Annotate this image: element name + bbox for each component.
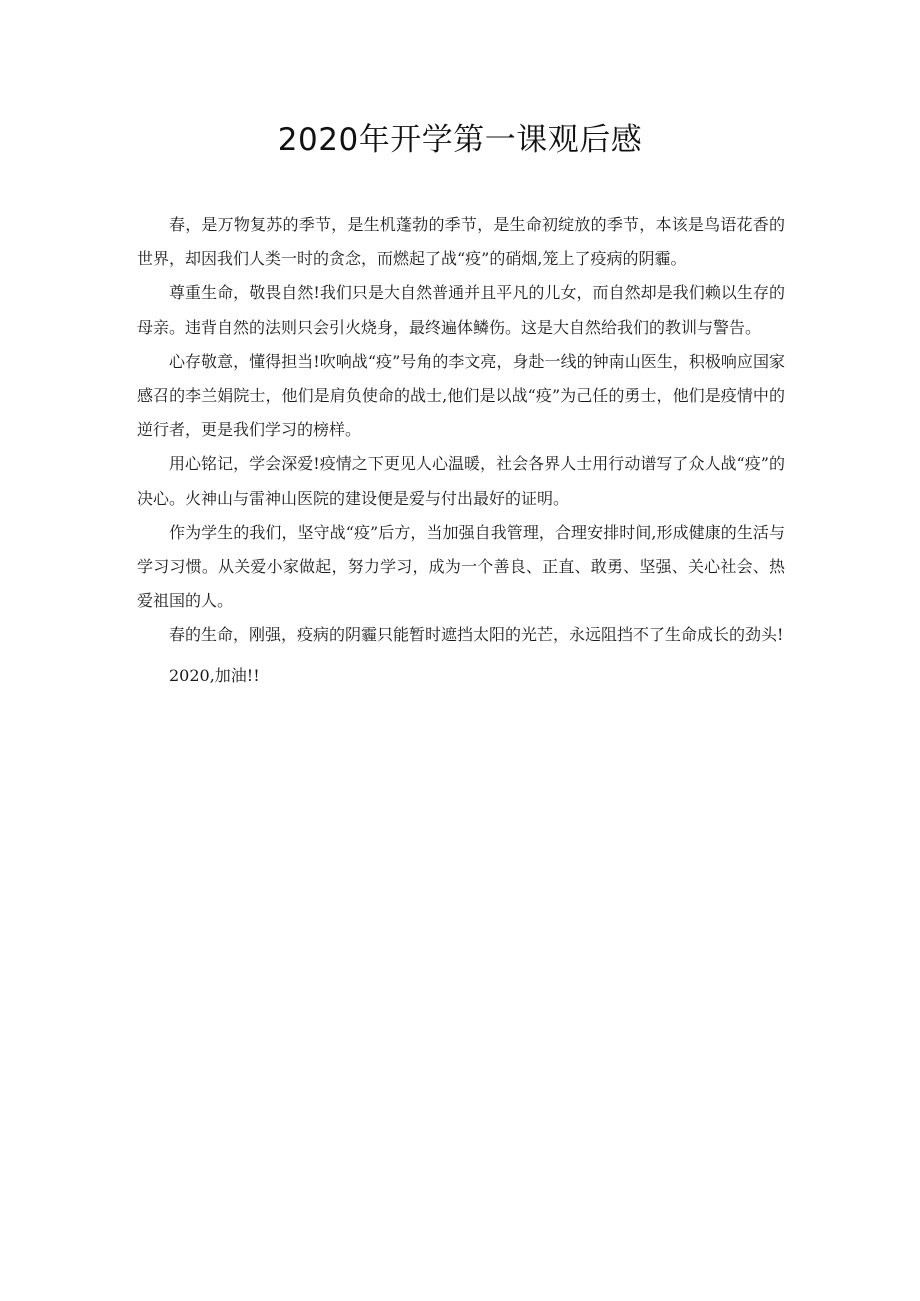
paragraph-5: 作为学生的我们，坚守战“疫”后方，当加强自我管理，合理安排时间,形成健康的生活与学习习惯。从关爱小家做起，努力学习，成为一个善良、正直、敢勇、坚强、关心社会、热爱祖国的人。 — [137, 522, 785, 611]
document-body — [137, 208, 785, 693]
paragraph-3: 心存敬意，懂得担当!吹响战“疫”号角的李文亮，身赴一线的钟南山医生，积极响应国家感召的李兰娟院士，他们是肩负使命的战士,他们是以战“疫”为己任的勇士，他们是疫情中的逆行者，更是我们学习的榜样。 — [137, 351, 785, 440]
paragraph-2: 尊重生命，敬畏自然!我们只是大自然普通并且平凡的儿女，而自然却是我们赖以生存的母亲。违背自然的法则只会引火烧身，最终遍体鳞伤。这是大自然给我们的教训与警告。 — [137, 283, 785, 337]
paragraph-1: 春，是万物复苏的季节，是生机蓬勃的季节，是生命初绽放的季节，本该是鸟语花香的世界，却因我们人类一时的贪念，而燃起了战“疫”的硝烟,笼上了疫病的阴霾。 — [137, 215, 785, 269]
page-title: 2020年开学第一课观后感 — [277, 122, 643, 158]
paragraph-6: 春的生命，刚强，疫病的阴霾只能暂时遮挡太阳的光芒，永远阻挡不了生命成长的劲头! — [169, 625, 784, 645]
paragraph-4: 用心铭记，学会深爱!疫情之下更见人心温暖，社会各界人士用行动谱写了众人战“疫”的决心。火神山与雷神山医院的建设便是爱与付出最好的证明。 — [137, 454, 785, 508]
paragraph-7: 2020,加油!! — [169, 665, 260, 685]
